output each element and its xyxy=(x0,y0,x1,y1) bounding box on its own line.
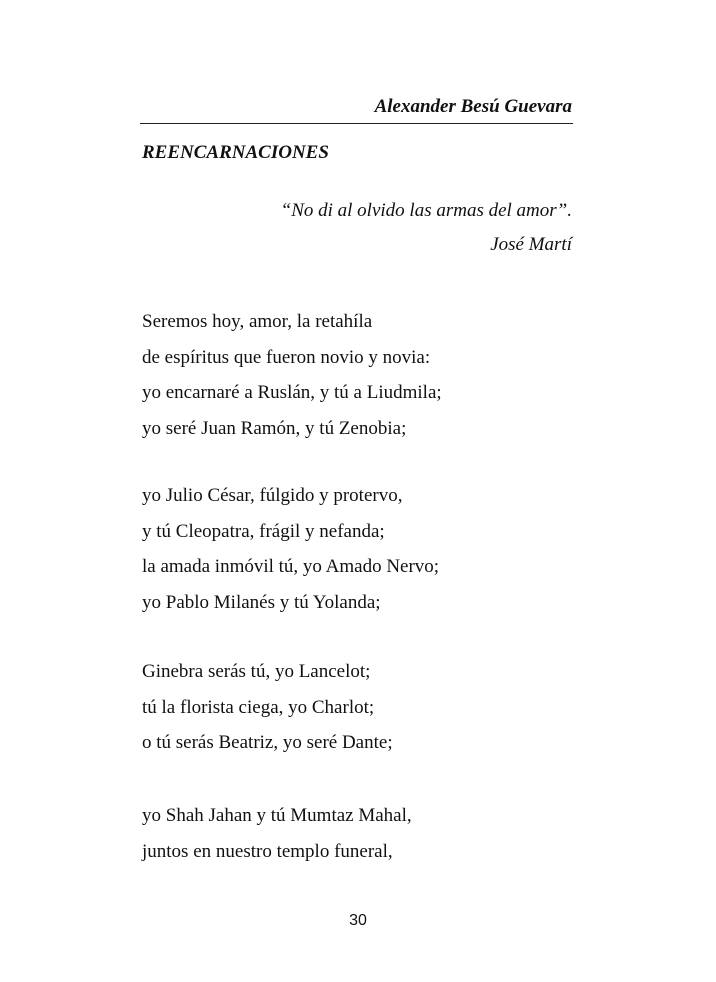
epigraph-quote: “No di al olvido las armas del amor”. xyxy=(280,200,572,221)
poem-line: yo Pablo Milanés y tú Yolanda; xyxy=(142,591,381,613)
poem-line: y tú Cleopatra, frágil y nefanda; xyxy=(142,520,385,542)
poem-line: de espíritus que fueron novio y novia: xyxy=(142,346,431,368)
poem-line: juntos en nuestro templo funeral, xyxy=(142,840,393,862)
poem-line: yo seré Juan Ramón, y tú Zenobia; xyxy=(142,417,407,439)
poem-line: Ginebra serás tú, yo Lancelot; xyxy=(142,661,371,682)
header-divider xyxy=(140,123,573,124)
poem-line: o tú serás Beatriz, yo seré Dante; xyxy=(142,732,393,753)
poem-line: yo Shah Jahan y tú Mumtaz Mahal, xyxy=(142,805,412,826)
poem-line: yo Julio César, fúlgido y protervo, xyxy=(142,485,403,506)
poem-line: yo encarnaré a Ruslán, y tú a Liudmila; xyxy=(142,382,442,403)
page-number: 30 xyxy=(349,912,367,929)
stanza-3 xyxy=(142,660,393,767)
poem-line: tú la florista ciega, yo Charlot; xyxy=(142,696,375,718)
poem-line: Seremos hoy, amor, la retahíla xyxy=(142,311,373,332)
poem-line: la amada inmóvil tú, yo Amado Nervo; xyxy=(142,556,440,577)
epigraph-author: José Martí xyxy=(490,234,572,255)
running-header-author: Alexander Besú Guevara xyxy=(374,96,572,117)
stanza-2 xyxy=(142,484,439,626)
poem-title: REENCARNACIONES xyxy=(142,142,329,163)
stanza-1 xyxy=(142,310,442,452)
stanza-4 xyxy=(142,804,412,875)
